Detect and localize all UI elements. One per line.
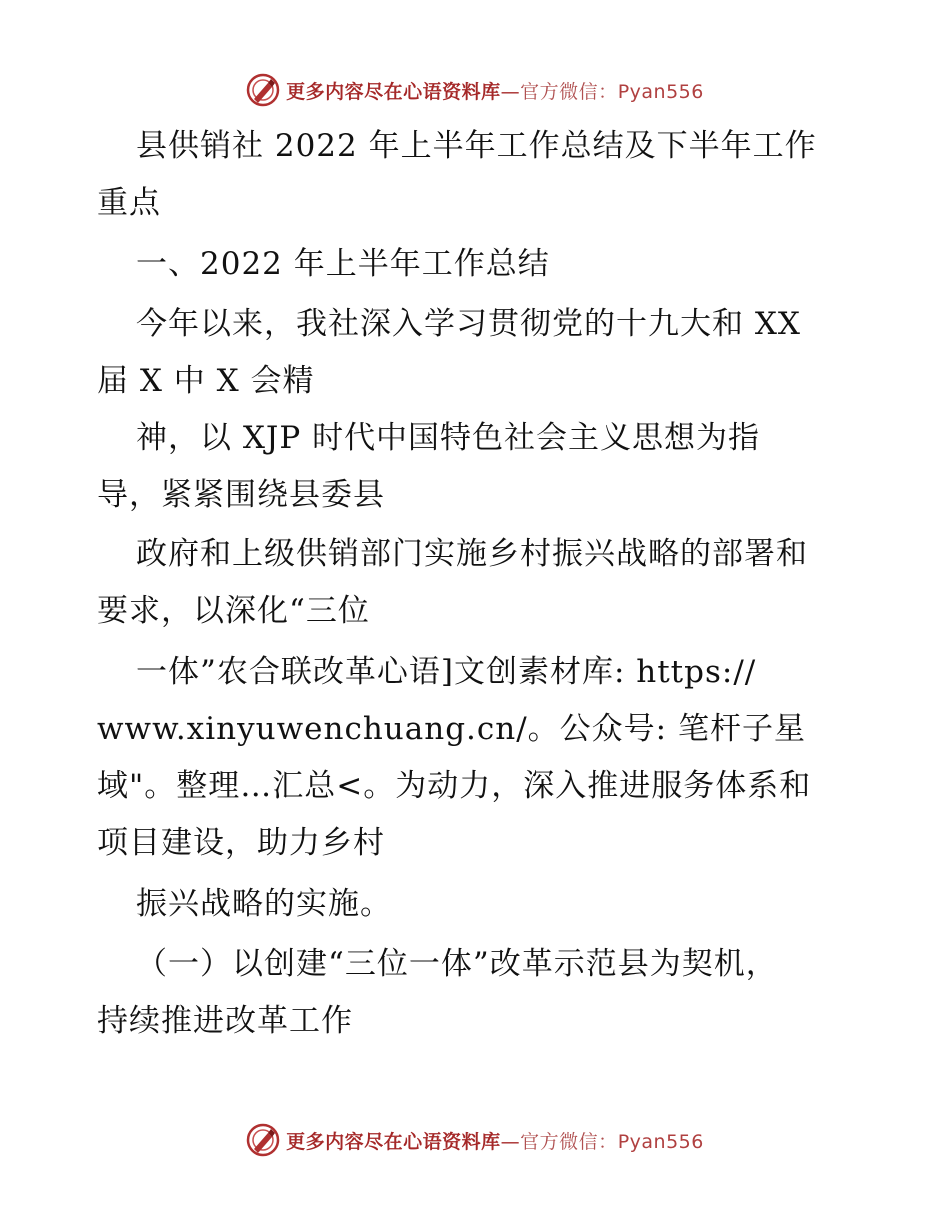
paragraph-line: 一体”农合联改革心语]文创素材库: https://: [136, 654, 757, 690]
footer-brand: 更多内容尽在心语资料库: [286, 1130, 501, 1153]
footer-label: 官方微信：: [520, 1130, 618, 1153]
footer-text: [286, 1127, 704, 1154]
paragraph-line: 导，紧紧围绕县委县: [97, 477, 385, 513]
header-banner: [0, 70, 950, 110]
footer-dash: —: [500, 1130, 521, 1153]
header-wechat-id: Pyan556: [617, 80, 704, 103]
paragraph-line: 要求，以深化“三位: [97, 593, 370, 629]
pen-logo-icon: [246, 73, 280, 107]
header-dash: —: [500, 80, 521, 103]
paragraph-line: 振兴战略的实施。: [136, 886, 392, 922]
paragraph-line: 神，以 XJP 时代中国特色社会主义思想为指: [136, 420, 761, 456]
pen-logo-icon: [246, 1123, 280, 1157]
paragraph-line: 届 X 中 X 会精: [97, 363, 315, 399]
doc-title-line-1: 县供销社 2022 年上半年工作总结及下半年工作: [136, 128, 817, 164]
subsection-heading: （一）以创建“三位一体”改革示范县为契机，: [136, 946, 778, 982]
paragraph-line: www.xinyuwenchuang.cn/。公众号: 笔杆子星: [97, 711, 806, 747]
doc-title-line-2: 重点: [97, 185, 161, 221]
footer-wechat-id: Pyan556: [617, 1130, 704, 1153]
paragraph-line: 今年以来，我社深入学习贯彻党的十九大和 XX: [136, 306, 801, 342]
header-text: [286, 77, 704, 104]
paragraph-line: 域"。整理…汇总<。为动力，深入推进服务体系和: [97, 768, 812, 804]
footer-banner: [0, 1120, 950, 1160]
header-label: 官方微信：: [520, 80, 618, 103]
paragraph-line: 政府和上级供销部门实施乡村振兴战略的部署和: [136, 536, 808, 572]
subsection-heading-cont: 持续推进改革工作: [97, 1003, 353, 1039]
header-brand: 更多内容尽在心语资料库: [286, 80, 501, 103]
paragraph-line: 项目建设，助力乡村: [97, 825, 385, 861]
section-heading: 一、2022 年上半年工作总结: [136, 246, 550, 282]
